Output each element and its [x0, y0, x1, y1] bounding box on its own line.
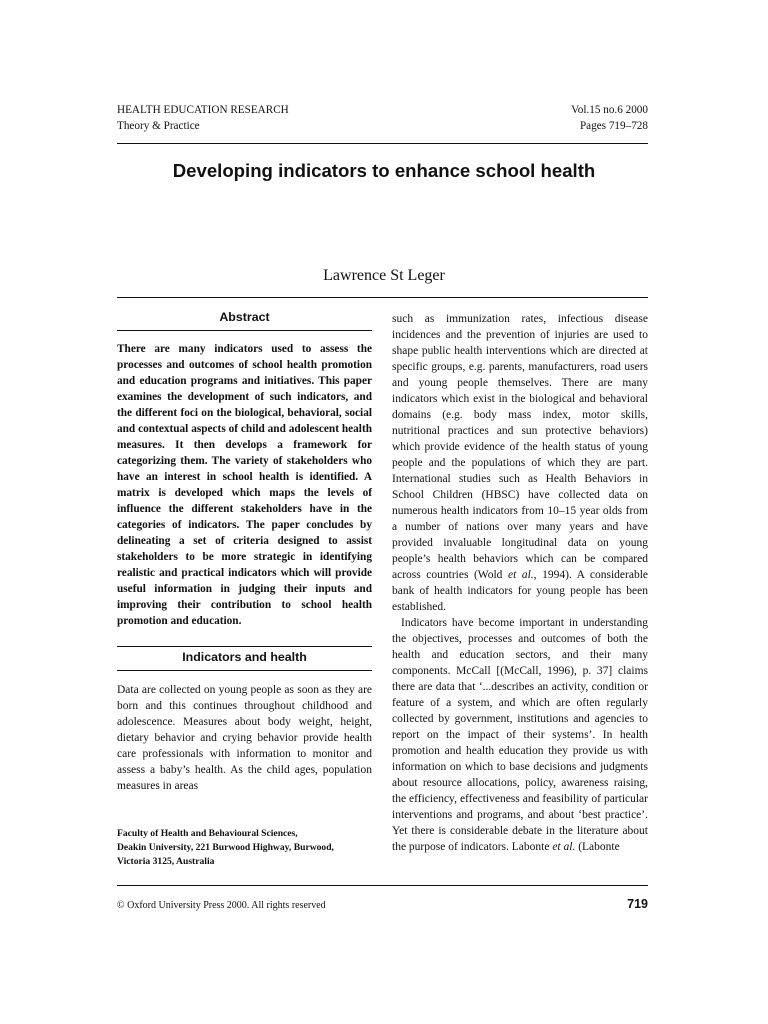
paragraph: Indicators have become important in understanding the objectives, processes and outcomes of both the health and education sectors, and their many components. McCall [(McCall, 1996), p. 37] claims there are data that ‘...describes an activity, condition or feature of a system, and which are often regularly collected by government, institutions and agencies to report on the impact of their systems’. In health promotion and health education they provide us with information on which to base decisions and judgments about resource allocations, policy, awareness raising, the efficiency, effectiveness and feasibility of particular interventions and programs, and about ‘best practice’. Yet there is considerable debate in the literature about the purpose of indicators. Labonte et al. (Labonte: [392, 617, 648, 853]
page-number: 719: [627, 897, 648, 911]
section-rule-bottom: [117, 670, 372, 671]
issue-info: [571, 102, 648, 134]
header-rule: [117, 143, 648, 144]
abstract-heading: Abstract: [219, 310, 270, 324]
affiliation-line: Victoria 3125, Australia: [117, 856, 215, 867]
volume-info: Vol.15 no.6 2000: [571, 104, 648, 116]
right-column-text: [392, 311, 648, 855]
affiliation-line: Deakin University, 221 Burwood Highway, Burwood,: [117, 842, 334, 853]
abstract-rule: [117, 330, 372, 331]
paragraph: such as immunization rates, infectious disease incidences and the prevention of injuries are used to shape public health interventions which are directed at specific groups, e.g. parents, manufacturers, road users and young people themselves. There are many indicators which exist in the biological and behavioral domains (e.g. body mass index, motor skills, nutritional practices and sun protective behaviors) which provide evidence of the health status of young people and the populations of which they are part. International studies such as Health Behaviors in School Children (HBSC) have collected data on numerous health indicators from 10–15 year olds from a number of nations over many years and have provided invaluable longitudinal data on young people’s health behaviors which can be compared across countries (Wold et al., 1994). A considerable bank of health indicators for young people has been established.: [392, 313, 649, 613]
abstract-text: There are many indicators used to assess the processes and outcomes of school health promotion and education programs and initiatives. This paper examines the development of such indicators, and the different foci on the biological, behavioral, social and contextual aspects of child and adolescent health measures. It then develops a framework for categorizing them. The variety of stakeholders who have an interest in school health is identified. A matrix is developed which maps the levels of influence the different stakeholders have in the categories of indicators. The paper concludes by delineating a set of criteria designed to assist stakeholders to be more strategic in identifying realistic and practical indicators which will provide useful information in judging their inputs and improving their contribution to school health promotion and education.: [117, 343, 372, 627]
paper-title: Developing indicators to enhance school health: [172, 160, 596, 181]
author-name: Lawrence St Leger: [323, 267, 445, 284]
journal-header: [117, 102, 289, 134]
journal-subtitle: Theory & Practice: [117, 120, 200, 132]
copyright-notice: © Oxford University Press 2000. All rights reserved: [117, 900, 326, 911]
section-text: Data are collected on young people as soon as they are born and this continues throughout childhood and adolescence. Measures about body weight, height, dietary behavior and crying behavior provide health care professionals with information to monitor and assess a baby’s health. As the child ages, population measures in areas: [117, 684, 372, 792]
affiliation-line: Faculty of Health and Behavioural Sciences,: [117, 828, 298, 839]
section-heading: Indicators and health: [182, 650, 307, 664]
journal-name: HEALTH EDUCATION RESEARCH: [117, 104, 289, 116]
section-rule-top: [117, 646, 372, 647]
author-rule: [117, 297, 648, 298]
author-affiliation: [117, 827, 372, 869]
page-range: Pages 719–728: [579, 120, 648, 132]
footer-rule: [117, 885, 648, 886]
